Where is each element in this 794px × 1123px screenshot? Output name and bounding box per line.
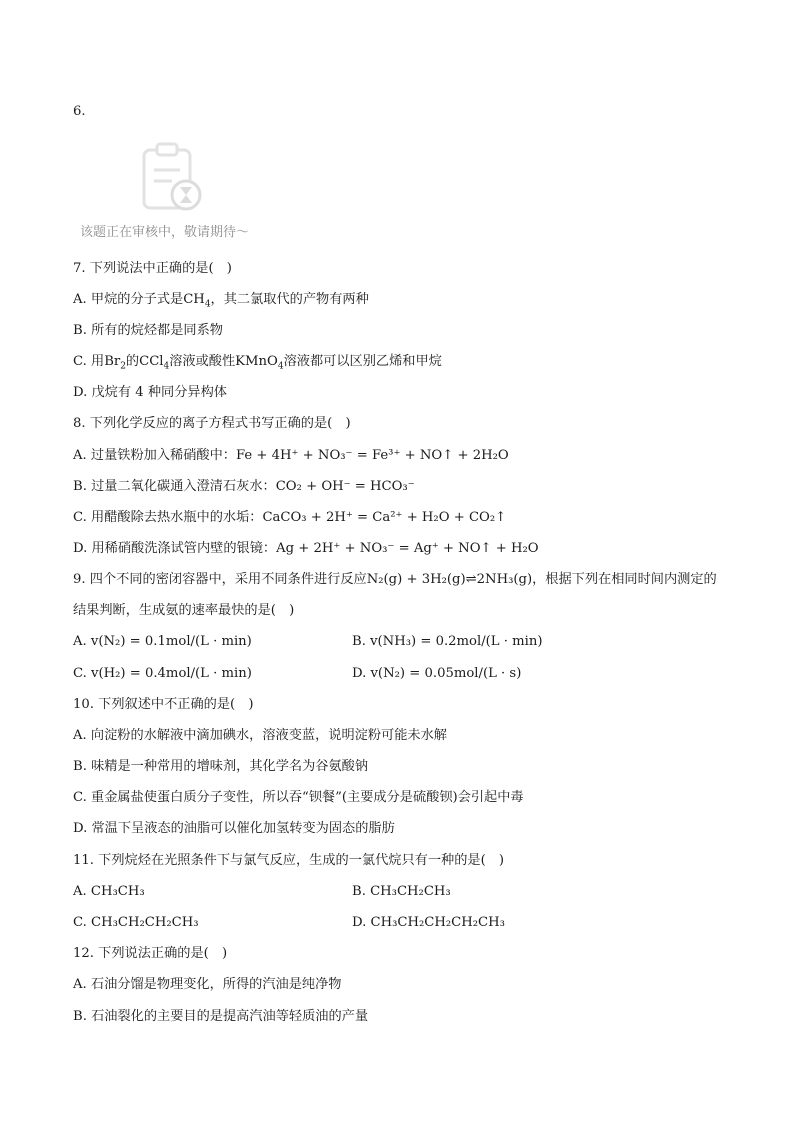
q11-option-d: D. CH₃CH₂CH₂CH₂CH₃ xyxy=(352,915,505,930)
q7-option-b: B. 所有的烷烃都是同系物 xyxy=(73,323,223,338)
q9-option-d: D. v(N₂) = 0.05mol/(L · s) xyxy=(352,666,522,681)
q11-stem: 11. 下列烷烃在光照条件下与氯气反应，生成的一氯代烷只有一种的是( ) xyxy=(73,853,505,868)
q6-number: 6. xyxy=(73,104,86,119)
q9-stem-line-2: 结果判断，生成氨的速率最快的是( ) xyxy=(73,603,295,618)
q8-option-a: A. 过量铁粉加入稀硝酸中：Fe + 4H⁺ + NO₃⁻ = Fe³⁺ + NO↑ + 2H₂O xyxy=(73,448,509,463)
q7-c-text-4: 溶液都可以区别乙烯和甲烷 xyxy=(283,354,442,369)
q11-option-b: B. CH₃CH₂CH₃ xyxy=(352,884,451,899)
q10-option-a: A. 向淀粉的水解液中滴加碘水，溶液变蓝，说明淀粉可能未水解 xyxy=(73,728,447,743)
q9-stem-line-1: 9. 四个不同的密闭容器中，采用不同条件进行反应N₂(g) + 3H₂(g)⇌2NH₃(g)，根据下列在相同时间内测定的 xyxy=(73,572,717,587)
q7-option-c xyxy=(73,352,442,372)
q7-c-text-2: 的CCl xyxy=(125,354,164,369)
q8-option-c: C. 用醋酸除去热水瓶中的水垢：CaCO₃ + 2H⁺ = Ca²⁺ + H₂O + CO₂↑ xyxy=(73,510,507,525)
q7-c-sub-1: 2 xyxy=(120,361,126,372)
q9-option-c: C. v(H₂) = 0.4mol/(L · min) xyxy=(73,666,252,681)
q7-option-a xyxy=(73,290,369,310)
q9-option-a: A. v(N₂) = 0.1mol/(L · min) xyxy=(73,634,252,649)
q7-a-subscript: 4 xyxy=(204,299,211,310)
q7-stem: 7. 下列说法中正确的是( ) xyxy=(73,261,232,276)
q10-option-d: D. 常温下呈液态的油脂可以催化加氢转变为固态的脂肪 xyxy=(73,821,395,836)
q8-option-d: D. 用稀硝酸洗涤试管内壁的银镜：Ag + 2H⁺ + NO₃⁻ = Ag⁺ + NO↑ + H₂O xyxy=(73,541,539,556)
q7-a-text: A. 甲烷的分子式是CH xyxy=(73,292,205,307)
q10-stem: 10. 下列叙述中不正确的是( ) xyxy=(73,697,254,712)
q7-c-text-3: 溶液或酸性KMnO xyxy=(169,354,278,369)
q7-c-text-1: C. 用Br xyxy=(73,354,121,369)
q7-c-sub-3: 4 xyxy=(277,361,284,372)
q10-option-b: B. 味精是一种常用的增味剂，其化学名为谷氨酸钠 xyxy=(73,759,369,774)
q7-a-text-2: ，其二氯取代的产物有两种 xyxy=(210,292,369,307)
q8-stem: 8. 下列化学反应的离子方程式书写正确的是( ) xyxy=(73,416,351,431)
q10-option-c: C. 重金属盐使蛋白质分子变性，所以吞“钡餐”(主要成分是硫酸钡)会引起中毒 xyxy=(73,790,524,805)
q9-option-b: B. v(NH₃) = 0.2mol/(L · min) xyxy=(352,634,543,649)
q11-option-c: C. CH₃CH₂CH₂CH₃ xyxy=(73,915,199,930)
q8-option-b: B. 过量二氧化碳通入澄清石灰水：CO₂ + OH⁻ = HCO₃⁻ xyxy=(73,479,415,494)
q12-option-a: A. 石油分馏是物理变化，所得的汽油是纯净物 xyxy=(73,977,342,992)
clipboard-hourglass-icon xyxy=(130,140,210,218)
q7-option-d: D. 戊烷有 4 种同分异构体 xyxy=(73,385,227,400)
q12-option-b: B. 石油裂化的主要目的是提高汽油等轻质油的产量 xyxy=(73,1009,369,1024)
q11-option-a: A. CH₃CH₃ xyxy=(73,884,145,899)
pending-review-text: 该题正在审核中，敬请期待～ xyxy=(80,225,250,240)
q12-stem: 12. 下列说法正确的是( ) xyxy=(73,946,228,961)
q7-c-sub-2: 4 xyxy=(163,361,170,372)
